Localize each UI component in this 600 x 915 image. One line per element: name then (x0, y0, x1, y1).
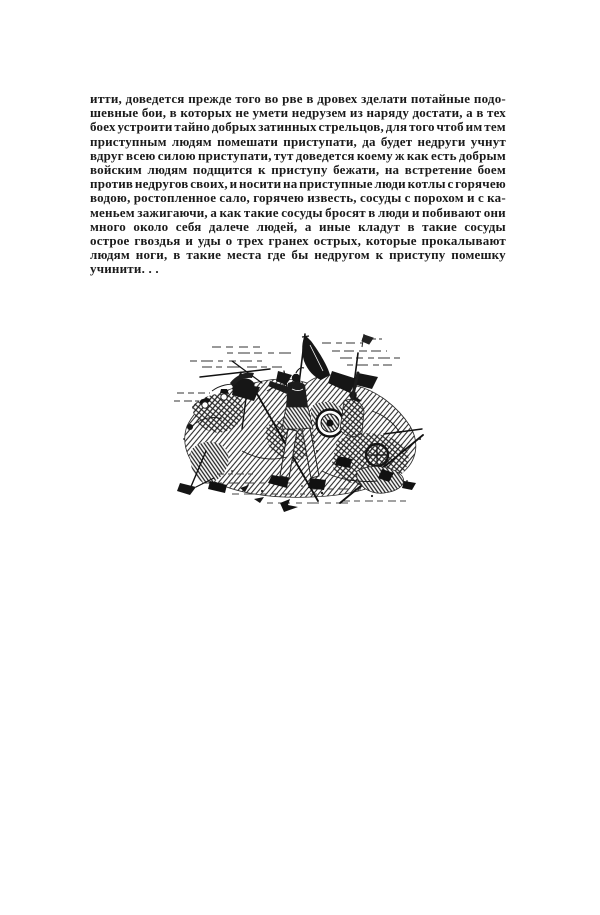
text-line: войским людям подщится к приступу бежати, на встретение боем (90, 161, 506, 177)
text-line: водою, ростопленное сало, горячею известь, сосуды с порохом и с ка- (90, 190, 506, 206)
text-line: учинити. . . (90, 261, 159, 277)
battle-engraving (172, 331, 430, 521)
text-line: шевные бои, в которых не умети недрузем из наряду достати, а в тех (90, 105, 506, 121)
text-line: много около себя далече людей, а иные кладут в такие сосуды (90, 218, 506, 234)
text-line: приступным людям помешати приступати, да будет недруги учнут (90, 133, 506, 149)
body-text (90, 92, 506, 276)
fallen-figures (357, 466, 416, 493)
text-line: вдруг всею силою приступати, тут доведется коему ж как есть добрым (90, 147, 506, 163)
distant-banner (362, 334, 373, 347)
text-line: боех устроити тайно добрых затинных стрельцов, для того чтоб им тем (90, 119, 506, 135)
text-line: против недругов своих, и носити на приступные люди котлы с горячею (90, 176, 506, 192)
text-line: острое гвоздья и уды о трех гранех острых, которые прокалывают (90, 232, 506, 248)
text-line: итти, доведется прежде того во рве в дровех зделати потайные подо- (90, 91, 506, 106)
text-line: людям ноги, в такие места где бы недругом к приступу помешку (90, 247, 506, 263)
text-line: меньем зажигаючи, а как такие сосуды бросят в люди и побивают они (90, 204, 506, 220)
round-shield (317, 410, 344, 437)
